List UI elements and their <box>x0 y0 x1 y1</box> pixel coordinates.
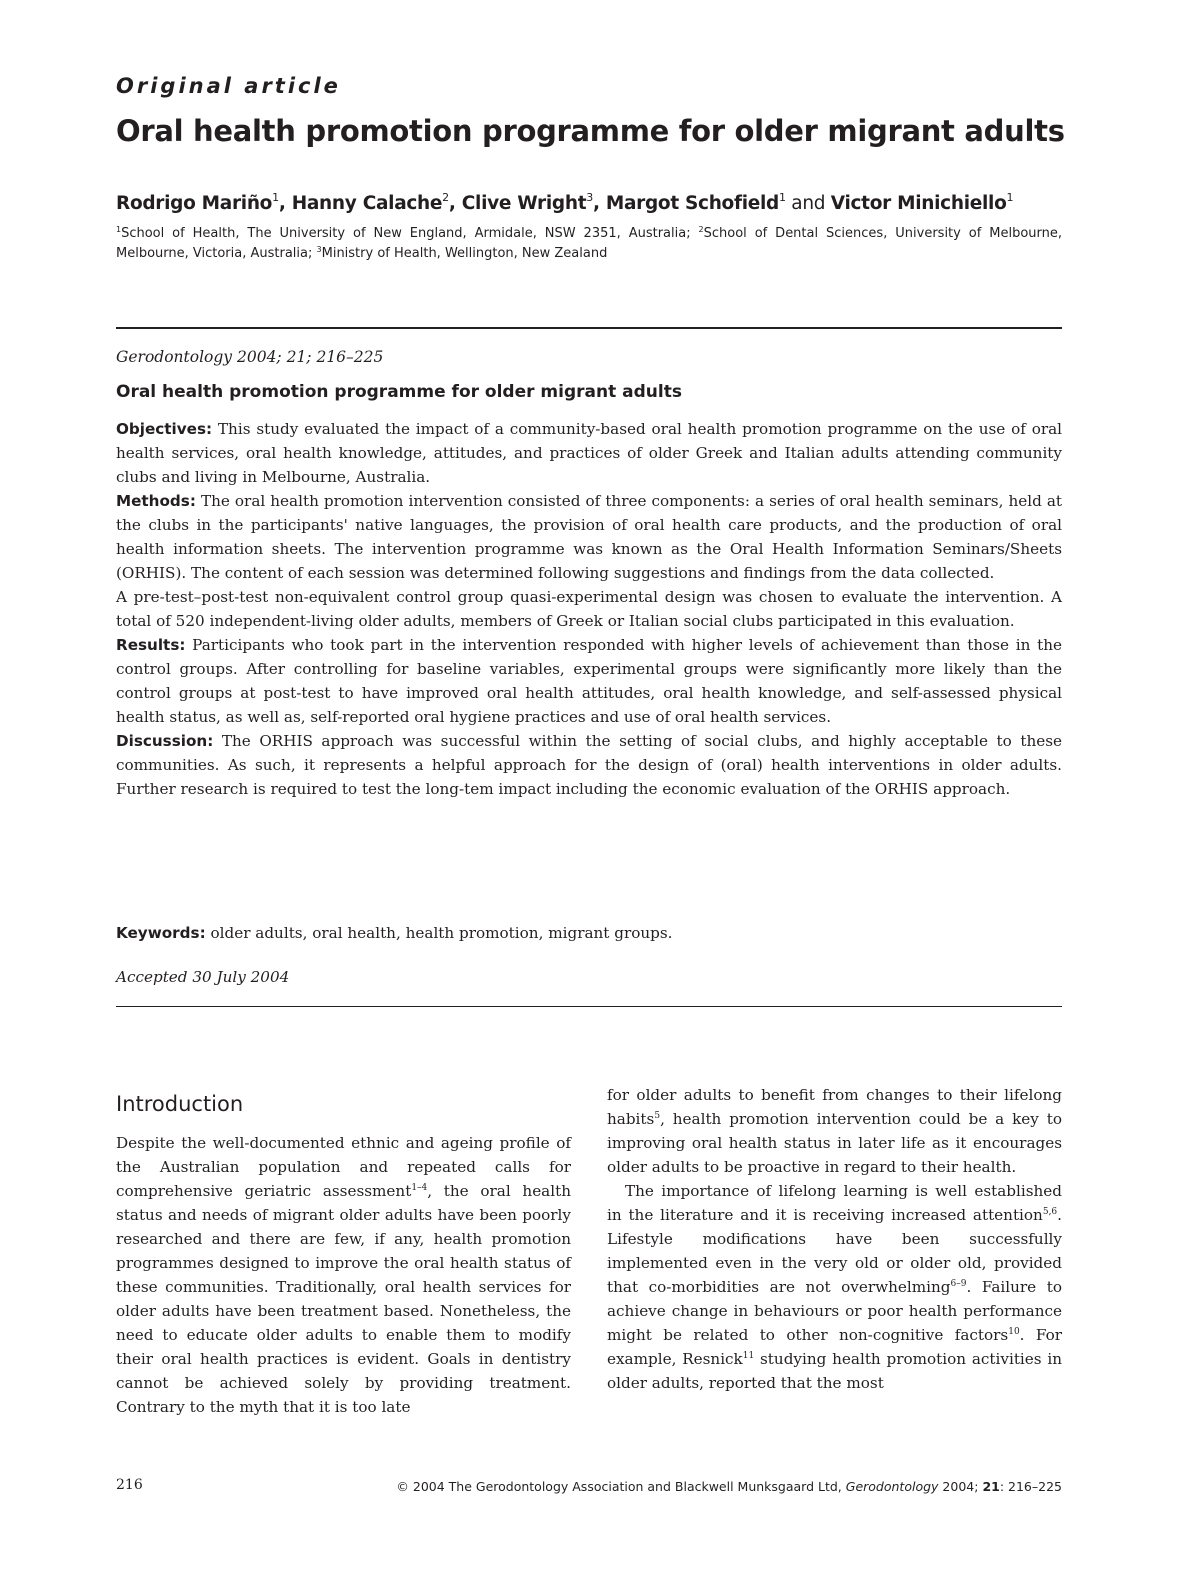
affiliations <box>116 224 1062 264</box>
keywords-label: Keywords: <box>116 924 206 942</box>
accepted-date: Accepted 30 July 2004 <box>116 968 290 986</box>
body-text: , the oral health status and needs of migrant older adults have been poorly researched and there are few, if any, health promotion programmes designed to improve the oral health status of these communities. Traditionally, oral health services for older adults have been treatment based. Nonetheless, the need to educate older adults to enable them to modify their oral health practices is evident. Goals in dentistry cannot be achieved solely by providing treatment. Contrary to the myth that it is too late <box>116 1182 571 1416</box>
article-title: Oral health promotion programme for older migrant adults <box>116 114 1065 148</box>
discussion-text: The ORHIS approach was successful within the setting of social clubs, and highly acceptable to these communities. As such, it represents a helpful approach for the design of (oral) health interventions in older adults. Further research is required to test the long-tem impact including the economic evaluation of the ORHIS approach. <box>116 732 1062 798</box>
objectives-label: Objectives: <box>116 420 213 438</box>
body-text: . Failure to achieve change in behaviours or poor health performance might be related to other non-cognitive factors <box>607 1278 1062 1344</box>
author-affiliation-marker: 1 <box>779 191 786 204</box>
reference-marker: 5 <box>654 1111 661 1121</box>
body-paragraph <box>607 1179 1062 1395</box>
copyright-text: © 2004 The Gerodontology Association and Blackwell Munksgaard Ltd, <box>396 1479 842 1494</box>
reference-marker: 1–4 <box>411 1183 428 1193</box>
body-text: for older adults to benefit from changes to their lifelong habits <box>607 1086 1062 1128</box>
affiliation-text: Ministry of Health, Wellington, New Zealand <box>321 246 608 261</box>
footer-volume: 21 <box>982 1479 1000 1494</box>
keywords-text: older adults, oral health, health promotion, migrant groups. <box>210 924 673 942</box>
body-text: , health promotion intervention could be a key to improving oral health status in later life as it encourages older adults to be proactive in regard to their health. <box>607 1110 1062 1176</box>
abstract-discussion <box>116 729 1062 801</box>
body-text: . For example, Resnick <box>607 1326 1062 1368</box>
discussion-label: Discussion: <box>116 732 214 750</box>
footer-year: 2004; <box>942 1479 979 1494</box>
abstract-bottom-rule <box>116 1006 1062 1007</box>
footer-journal: Gerodontology <box>845 1479 939 1494</box>
abstract-top-rule <box>116 327 1062 329</box>
abstract-body <box>116 417 1062 801</box>
abstract-methods <box>116 489 1062 585</box>
section-label: Original article <box>116 74 341 98</box>
author-name: Clive Wright <box>461 193 587 214</box>
abstract-methods-continued: A pre-test–post-test non-equivalent control group quasi-experimental design was chosen to evaluate the intervention. A total of 520 independent-living older adults, members of Greek or Italian social clubs participated in this evaluation. <box>116 588 1062 630</box>
affiliation-marker: 1 <box>116 225 122 234</box>
reference-marker: 6–9 <box>950 1279 967 1289</box>
abstract-results <box>116 633 1062 729</box>
results-label: Results: <box>116 636 186 654</box>
footer-pages: : 216–225 <box>999 1479 1062 1494</box>
affiliation-marker: 2 <box>698 225 704 234</box>
author-list <box>116 193 1013 214</box>
keywords <box>116 921 1062 945</box>
author-separator: , <box>592 193 606 214</box>
abstract-citation: Gerodontology 2004; 21; 216–225 <box>116 348 384 366</box>
abstract-objectives <box>116 417 1062 489</box>
introduction-heading: Introduction <box>116 1092 244 1116</box>
author-name: Margot Schofield <box>605 193 779 214</box>
affiliation-text: School of Health, The University of New England, Armidale, NSW 2351, Australia; <box>121 226 699 241</box>
author-name: Hanny Calache <box>291 193 443 214</box>
objectives-text: This study evaluated the impact of a community-based oral health promotion programme on the use of oral health services, oral health knowledge, attitudes, and practices of older Greek and Italian adults attending community clubs and living in Melbourne, Australia. <box>116 420 1063 486</box>
body-text: studying health promotion activities in older adults, reported that the most <box>607 1350 1062 1392</box>
author-separator: , <box>448 193 462 214</box>
author-separator: and <box>785 193 831 214</box>
footer-copyright <box>396 1479 1062 1494</box>
body-column-left <box>116 1131 571 1419</box>
author-affiliation-marker: 1 <box>272 191 279 204</box>
results-text: Participants who took part in the intervention responded with higher levels of achievement than those in the control groups. After controlling for baseline variables, experimental groups were significantly more likely than the control groups at post-test to have improved oral health attitudes, oral health knowledge, and self-assessed physical health status, as well as, self-reported oral hygiene practices and use of oral health services. <box>116 636 1063 726</box>
body-text: . Lifestyle modifications have been successfully implemented even in the very old or older old, provided that co-morbidities are not overwhelming <box>607 1206 1062 1296</box>
body-paragraph <box>607 1083 1062 1179</box>
reference-marker: 10 <box>1008 1327 1020 1337</box>
author-affiliation-marker: 1 <box>1006 191 1014 204</box>
body-column-right <box>607 1083 1062 1395</box>
author-affiliation-marker: 2 <box>442 191 449 204</box>
reference-marker: 5,6 <box>1042 1207 1058 1217</box>
affiliation-text: School of Dental Sciences, University of Melbourne, Melbourne, Victoria, Australia; <box>116 226 1062 261</box>
abstract-title: Oral health promotion programme for older migrant adults <box>116 382 682 402</box>
author-name: Victor Minichiello <box>830 193 1007 214</box>
author-separator: , <box>278 193 292 214</box>
body-text: Despite the well-documented ethnic and ageing profile of the Australian population and repeated calls for comprehensive geriatric assessment <box>116 1134 571 1200</box>
methods-text: The oral health promotion intervention consisted of three components: a series of oral health seminars, held at the clubs in the participants' native languages, the provision of oral health care products, and the production of oral health information sheets. The intervention programme was known as the Oral Health Information Seminars/Sheets (ORHIS). The content of each session was determined following suggestions and findings from the data collected. <box>116 492 1063 582</box>
methods-label: Methods: <box>116 492 196 510</box>
body-text: The importance of lifelong learning is well established in the literature and it is receiving increased attention <box>607 1182 1062 1224</box>
affiliation-marker: 3 <box>316 245 322 254</box>
author-name: Rodrigo Mariño <box>116 193 273 214</box>
author-affiliation-marker: 3 <box>586 191 593 204</box>
body-paragraph <box>116 1131 571 1419</box>
page-number: 216 <box>116 1477 143 1493</box>
reference-marker: 11 <box>742 1351 755 1361</box>
